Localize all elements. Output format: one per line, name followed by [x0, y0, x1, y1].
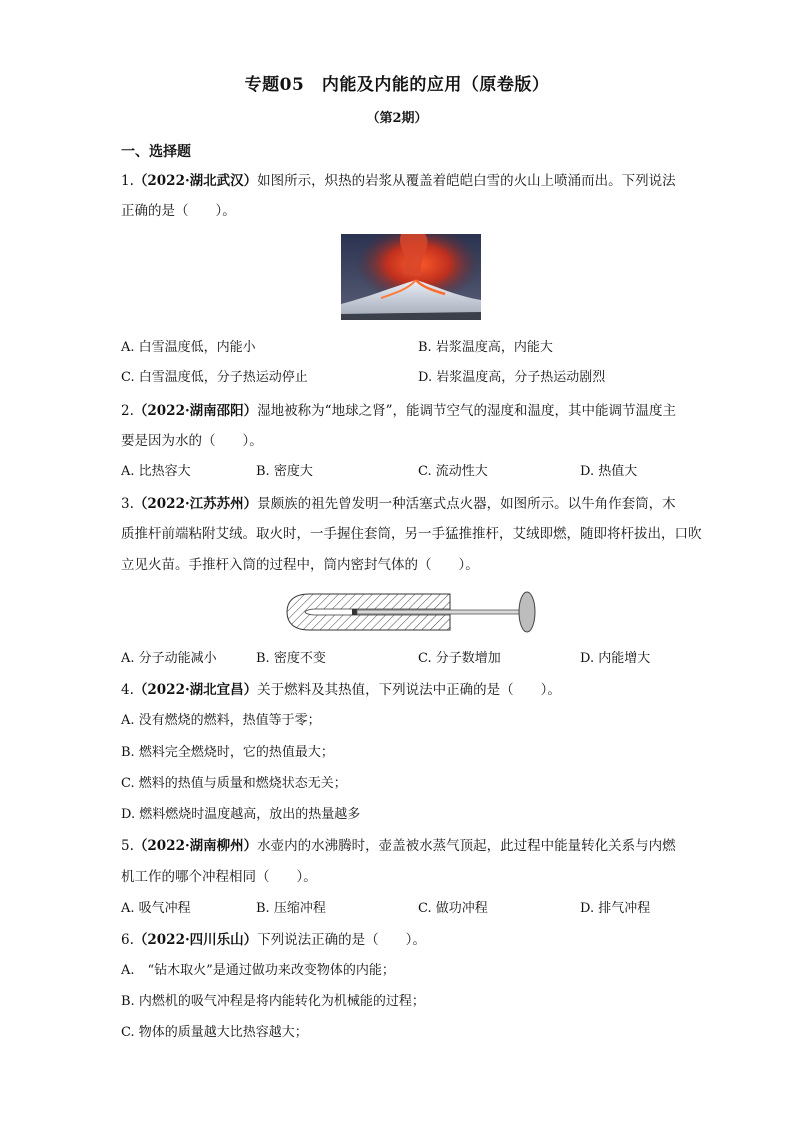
q3-option-b: B. 密度不变: [256, 651, 326, 666]
question-5-line-2: 机工作的哪个冲程相同（ ）。: [121, 869, 317, 885]
q2-option-c: C. 流动性大: [418, 464, 488, 479]
question-source: （2022·湖南邵阳）: [133, 403, 258, 419]
q2-option-a: A. 比热容大: [121, 464, 191, 479]
question-source: （2022·湖北宜昌）: [133, 682, 258, 698]
q5-option-a: A. 吸气冲程: [121, 901, 191, 916]
page-title: 专题05 内能及内能的应用（原卷版）: [244, 75, 550, 95]
q6-option-c: C. 物体的质量越大比热容越大；: [121, 1025, 308, 1040]
question-1-line-2: 正确的是（ ）。: [121, 203, 236, 219]
q2-option-b: B. 密度大: [256, 464, 313, 479]
q4-option-a: A. 没有燃烧的燃料，热值等于零；: [121, 713, 321, 728]
section-heading: 一、选择题: [121, 144, 191, 160]
question-source: （2022·湖南柳州）: [133, 838, 258, 854]
q3-option-c: C. 分子数增加: [418, 651, 501, 666]
q3-option-d: D. 内能增大: [580, 651, 651, 666]
question-number: 2.: [121, 403, 134, 419]
question-source: （2022·湖北武汉）: [133, 173, 258, 189]
question-6-line-1: [121, 930, 426, 950]
q6-option-a: A. “钻木取火”是通过做功来改变物体的内能；: [121, 963, 395, 978]
question-text: 如图所示，炽热的岩浆从覆盖着皑皑白雪的火山上喷涌而出。下列说法: [257, 173, 676, 189]
question-number: 4.: [121, 682, 134, 698]
question-text: 水壶内的水沸腾时，壶盖被水蒸气顶起，此过程中能量转化关系与内燃: [257, 838, 676, 854]
q5-option-d: D. 排气冲程: [580, 901, 651, 916]
question-1-line-1: [121, 171, 676, 191]
question-number: 1.: [121, 173, 134, 189]
q5-option-c: C. 做功冲程: [418, 901, 488, 916]
piston-igniter-diagram: [285, 588, 537, 636]
question-3-line-2: 质推杆前端粘附艾绒。取火时，一手握住套筒，另一手猛推推杆，艾绒即燃，随即将杆拔出，口吹: [121, 526, 702, 542]
q6-option-b: B. 内燃机的吸气冲程是将内能转化为机械能的过程；: [121, 994, 425, 1009]
question-source: （2022·四川乐山）: [133, 932, 258, 948]
question-5-line-1: [121, 836, 676, 856]
volcano-photo: [341, 234, 481, 320]
question-number: 3.: [121, 496, 134, 512]
question-source: （2022·江苏苏州）: [133, 496, 258, 512]
q4-option-d: D. 燃料燃烧时温度越高，放出的热量越多: [121, 807, 361, 822]
q5-option-b: B. 压缩冲程: [256, 901, 326, 916]
question-3-line-1: [121, 494, 676, 514]
question-2-line-2: 要是因为水的（ ）。: [121, 433, 263, 449]
piston-igniter-svg: [285, 588, 537, 636]
question-4-line-1: [121, 680, 561, 700]
q3-option-a: A. 分子动能减小: [121, 651, 217, 666]
question-text: 下列说法正确的是（ ）。: [257, 932, 426, 948]
page-subtitle: （第2期）: [366, 111, 428, 126]
q1-option-a: A. 白雪温度低，内能小: [121, 340, 256, 355]
question-2-line-1: [121, 401, 676, 421]
q2-option-d: D. 热值大: [580, 464, 638, 479]
question-number: 5.: [121, 838, 134, 854]
q4-option-c: C. 燃料的热值与质量和燃烧状态无关；: [121, 776, 347, 791]
q4-option-b: B. 燃料完全燃烧时，它的热值最大；: [121, 745, 334, 760]
question-3-line-3: 立见火苗。手推杆入筒的过程中，筒内密封气体的（ ）。: [121, 557, 479, 573]
question-text: 关于燃料及其热值，下列说法中正确的是（ ）。: [257, 682, 561, 698]
q1-option-b: B. 岩浆温度高，内能大: [418, 340, 553, 355]
question-number: 6.: [121, 932, 134, 948]
q1-option-c: C. 白雪温度低，分子热运动停止: [121, 370, 308, 385]
question-text: 湿地被称为“地球之肾”，能调节空气的湿度和温度，其中能调节温度主: [257, 403, 676, 419]
question-text: 景颇族的祖先曾发明一种活塞式点火器，如图所示。以牛角作套筒，木: [257, 496, 676, 512]
volcano-image: [341, 234, 481, 320]
q1-option-d: D. 岩浆温度高，分子热运动剧烈: [418, 370, 606, 385]
